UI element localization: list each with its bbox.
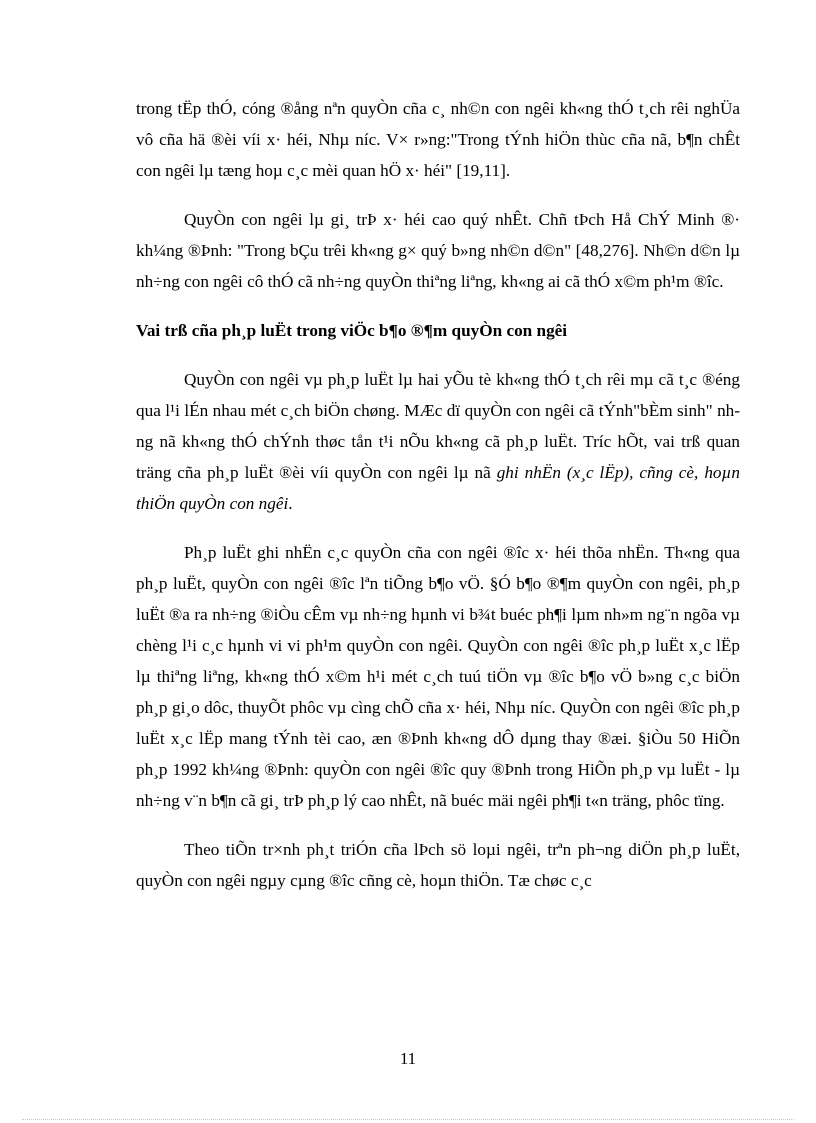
paragraph-3-italic: ghi nhËn (x¸c lËp), cñng cè, hoµn thiÖn quyÒn con ngêi xyxy=(136,463,741,513)
page-edge-divider xyxy=(22,1119,794,1120)
paragraph-4: Ph¸p luËt ghi nhËn c¸c quyÒn cña con ngêi ®îc x· héi thõa nhËn. Th«ng qua ph¸p luËt, quyÒn con ngêi ®îc lªn tiÕng b¶o vÖ. §Ó b¶o ®¶m quyÒn con ngêi, ph¸p luËt ®a ra nh÷ng ®iÒu cÊm vµ nh÷ng hµnh vi b¾t buéc ph¶i lµm nh»m ng¨n ngõa vµ chèng l¹i c¸c hµnh vi vi ph¹m quyÒn con ngêi. QuyÒn con ngêi ®îc ph¸p luËt x¸c lËp lµ thiªng liªng, kh«ng thÓ x©m h¹i mét c¸ch tuú tiÖn vµ ®îc b¶o vÖ b»ng c¸c biÖn ph¸p gi¸o dôc, thuyÕt phôc vµ cìng chÕ cña x· héi, Nhµ níc. QuyÒn con ngêi ®îc ph¸p luËt x¸c lËp mang tÝnh tèi cao, æn ®Þnh kh«ng dÔ dµng thay ®æi. §iÒu 50 HiÕn ph¸p 1992 kh¼ng ®Þnh: quyÒn con ngêi ®îc quy ®Þnh trong HiÕn ph¸p vµ luËt - lµ nh÷ng v¨n b¶n cã gi¸ trÞ ph¸p lý cao nhÊt, nã buéc mäi ngêi ph¶i t«n träng, phôc tïng. xyxy=(136,543,740,810)
document-body xyxy=(136,93,740,914)
paragraph-5: Theo tiÕn tr×nh ph¸t triÓn cña lÞch sö loµi ngêi, trªn ph¬ng diÖn ph¸p luËt, quyÒn con ngêi ngµy cµng ®îc cñng cè, hoµn thiÖn. Tæ chøc c¸c xyxy=(136,840,740,890)
paragraph-1: trong tËp thÓ, cóng ®ång nªn quyÒn cña c¸ nh©n con ngêi kh«ng thÓ t¸ch rêi nghÜa vô cña hä ®èi víi x· héi, Nhµ níc. V× r»ng:"Trong tÝnh hiÖn thùc cña nã, b¶n chÊt con ngêi lµ tæng hoµ c¸c mèi quan hÖ x· héi" [19,11]. xyxy=(136,99,740,180)
paragraph-2: QuyÒn con ngêi lµ gi¸ trÞ x· héi cao quý nhÊt. Chñ tÞch Hå ChÝ Minh ®· kh¼ng ®Þnh: "Trong bÇu trêi kh«ng g× quý b»ng nh©n d©n" [48,276]. Nh©n d©n lµ nh÷ng con ngêi cô thÓ cã nh÷ng quyÒn thiªng liªng, kh«ng ai cã thÓ x©m ph¹m ®îc. xyxy=(136,210,740,291)
paragraph-3 xyxy=(136,364,740,519)
section-heading: Vai trß cña ph¸p luËt trong viÖc b¶o ®¶m quyÒn con ngêi xyxy=(136,321,568,340)
page-number: 11 xyxy=(399,1049,417,1068)
paragraph-3-end: . xyxy=(288,494,293,513)
paragraph-3-text: QuyÒn con ngêi vµ ph¸p luËt lµ hai yÕu tè kh«ng thÓ t¸ch rêi mµ cã t¸c ®éng qua l¹i lÉn nhau mét c¸ch biÖn chøng. MÆc dï quyÒn con ngêi cã tÝnh"bÈm sinh" nhng nã kh«ng thÓ chÝnh thøc tån t¹i nÕu kh«ng cã ph¸p luËt. Tríc hÕt, vai trß quan träng cña ph¸p luËt ®èi víi quyÒn con ngêi lµ nã xyxy=(136,370,740,482)
